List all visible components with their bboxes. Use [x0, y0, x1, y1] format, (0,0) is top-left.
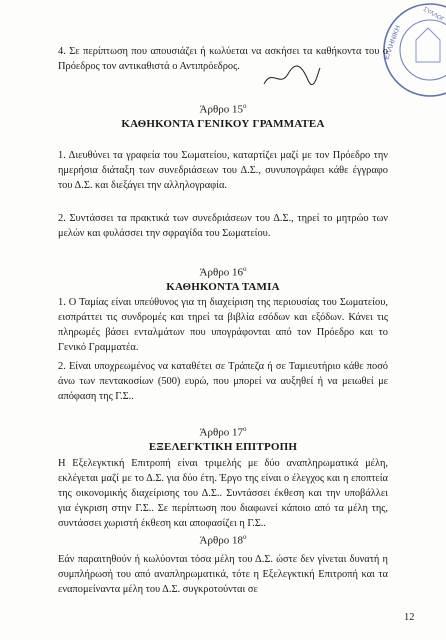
- paragraph-intro: 4. Σε περίπτωση που απουσιάζει ή κωλύεται να ασκήσει τα καθήκοντα του ο Πρόεδρος τον αντικαθιστά ο Αντιπρόεδρος.: [58, 46, 388, 72]
- article-17-label: Άρθρο $17^o$: [199, 425, 247, 439]
- article-18-paragraph-1: Εάν παραιτηθούν ή κωλύονται τόσα μέλη του Δ.Σ. ώστε δεν γίνεται δυνατή η συμπλήρωσή του από αναπληρωματικά, τότε η Εξελεγκτική Επιτροπή και τα εναπομείναντα μέλη του Δ.Σ. συγκροτούνται σε: [58, 554, 388, 595]
- article-16-paragraph-1: 1. Ο Ταμίας είναι υπεύθυνος για τη διαχείριση της περιουσίας του Σωματείου, εισπράττει τις συνδρομές και τηρεί τα βιβλία εσόδων και εξόδων. Κάνει τις πληρωμές βάσει ενταλμάτων που υπογράφονται από τον Πρόεδρο και το Γενικό Γραμματέα.: [58, 297, 388, 353]
- page-number: 12: [404, 612, 415, 623]
- article-17-heading: [58, 422, 388, 454]
- article-15-paragraph-1: 1. Διευθύνει τα γραφεία του Σωματείου, καταρτίζει μαζί με τον Πρόεδρο την ημερήσια διάταξη των συνεδριάσεων του Δ.Σ., συνυπογράφει κάθε έγγραφο του Δ.Σ. και διεξάγει την αλληλογραφία.: [58, 150, 388, 191]
- article-15-paragraph-2: 2. Συντάσσει τα πρακτικά των συνεδριάσεων του Δ.Σ., τηρεί το μητρώο των μελών και φυλάσσει την σφραγίδα του Σωματείου.: [58, 213, 388, 239]
- article-18-heading: [58, 530, 388, 548]
- article-16-title: ΚΑΘΗΚΟΝΤΑ ΤΑΜΙΑ: [166, 280, 280, 293]
- article-16-paragraph-2: 2. Είναι υποχρεωμένος να καταθέτει σε Τράπεζα ή σε Ταμιευτήριο κάθε ποσό άνω των πεντακοσίων (500) ευρώ, που μπορεί να αυξηθεί ή να μειωθεί με απόφαση της Γ.Σ..: [58, 361, 388, 402]
- article-15-label: Άρθρο $15^o$: [199, 102, 247, 116]
- article-18-label: Άρθρο $18^o$: [199, 533, 247, 547]
- article-17-paragraph-1: Η Εξελεγκτική Επιτροπή είναι τριμελής με δύο αναπληρωματικά μέλη, εκλέγεται μαζί με το Δ.Σ. για δύο έτη. Έργο της είναι ο έλεγχος και η εποπτεία της οικονομικής διαχείρισης του Δ.Σ.. Συντάσσει έκθεση και την υποβάλλει για έγκριση στην Γ.Σ.. Σε περίπτωση που διαφωνεί κάποιο από τα μέλη της, συντάσσει χωριστή έκθεση και αποφασίζει η Γ.Σ..: [58, 458, 388, 529]
- article-15-title: ΚΑΘΗΚΟΝΤΑ ΓΕΝΙΚΟΥ ΓΡΑΜΜΑΤΕΑ: [121, 117, 325, 130]
- svg-text:ΕΛΛΗΝΙΚΗ: ΕΛΛΗΝΙΚΗ: [383, 24, 403, 61]
- article-17-title: ΕΞΕΛΕΓΚΤΙΚΗ ΕΠΙΤΡΟΠΗ: [148, 440, 298, 453]
- article-16-label: Άρθρο $16^o$: [199, 265, 247, 279]
- article-16-heading: [58, 262, 388, 294]
- article-15-heading: [58, 99, 388, 131]
- svg-text:ΣΥΛΛΟΓ: ΣΥΛΛΟΓ: [422, 6, 446, 24]
